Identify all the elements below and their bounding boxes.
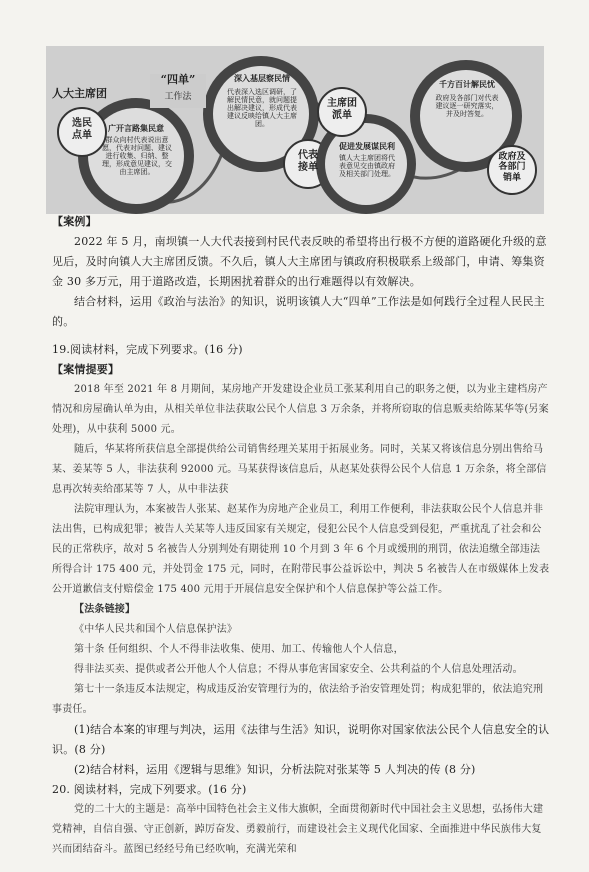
box1-text: 群众向村代表说出意愿，代表对问题、建议进行收集、归纳、整理，形成意见建议，交由主席团。 (102, 136, 172, 177)
case-section (52, 212, 550, 332)
diagram-center-title: “四单” (160, 73, 196, 86)
q19-sub2: (2)结合材料，运用《逻辑与思维》知识，分析法院对张某等 5 人判决的传 (8 分) (74, 763, 476, 776)
question-19 (52, 340, 550, 860)
q19-case-label: 【案情提要】 (52, 363, 120, 376)
q19-paragraph-2: 随后，华某将所获信息全部提供给公司销售经理关某用于拓展业务。同时，关某又将该信息分别出售给马某、姜某等 5 人，非法获利 92000 元。马某获得该信息后，从赵某处获得公民个人信息 1 万余条，将全部信息再次转卖给邵某等 7 人，从中非法获 (52, 444, 547, 495)
four-orders-diagram (46, 46, 544, 214)
box4-title: 千方百计解民忧 (439, 79, 495, 89)
diagram-center-subtitle: 工作法 (164, 92, 192, 102)
box1-title: 广开言路集民意 (108, 123, 164, 133)
law-article-10-cont: 得非法买卖、提供或者公开他人个人信息；不得从事危害国家安全、公共利益的个人信息处理活动。 (74, 664, 523, 675)
q20-paragraph-1: 党的二十大的主题是：高举中国特色社会主义伟大旗帜，全面贯彻新时代中国社会主义思想，弘扬伟大建党精神，自信自强、守正创新，踔厉奋发、勇毅前行，而建设社会主义现代化国家、全面推进中华民族伟大复兴而团结奋斗。蓝图已经经号角已经吹响，充满光荣和 (52, 804, 544, 855)
box2-text: 代表深入选区调研，了解民情民意，就问题提出解决建议，形成代表建议反映给镇人大主席团。 (227, 88, 297, 129)
box2-title: 深入基层察民情 (234, 73, 290, 83)
q19-sub1: (1)结合本案的审理与判决，运用《法律与生活》知识，说明你对国家依法公民个人信息安全的认识。(8 分) (52, 723, 550, 756)
case-question: 结合材料，运用《政治与法治》的知识，说明该镇人大“四单”工作法是如何践行全过程人民民主的。 (52, 295, 545, 328)
law-article-10: 第十条 任何组织、个人不得非法收集、使用、加工、传输他人个人信息， (74, 644, 404, 655)
node-government-close: 政府及 各部门 销单 (498, 152, 526, 183)
law-label: 【法条链接】 (74, 604, 136, 615)
node-deputy-accept: 代表 接单 (298, 150, 318, 173)
q20-title: 20. 阅读材料，完成下列要求。(16 分) (52, 783, 247, 796)
box4-text: 政府及各部门对代表建议逐一研究落实，并及时答复。 (435, 94, 499, 119)
case-paragraph: 2022 年 5 月，南坝镇一人大代表接到村民代表反映的希望将出行极不方便的道路硬化升级的意见后，及时向镇人大主席团反馈。不久后，镇人大主席团与镇政府积极联系上级部门，申请、筹集资金 30 多万元，用于道路改造，长期困扰着群众的出行难题得以有效解决。 (52, 235, 547, 288)
q19-paragraph-3: 法院审理认为，本案被告人张某、赵某作为房地产企业员工，利用工作便利，非法获取公民个人信息并非法出售，已构成犯罪；被告人关某等人违反国家有关规定，侵犯公民个人信息受到侵犯，严重扰乱了社会和公民的正常秩序，故对 5 名被告人分别判处有期徒刑 10 个月到 3 年 6 个月或缓刑的刑罚，依法追缴全部违法所得合计 175 400 元，并处罚金 175 元，同时，在附带民事公益诉讼中，判决 5 名被告人在市级媒体上发表公开道歉信支付赔偿金 175 400 元用于开展信息安全保护和个人信息保护等公益工作。 (52, 504, 550, 595)
diagram-title: 人大主席团 (52, 87, 107, 100)
law-title: 《中华人民共和国个人信息保护法》 (74, 624, 238, 635)
box3-title: 促进发展谋民利 (339, 141, 395, 151)
node-presidium-dispatch: 主席团 派单 (327, 98, 357, 121)
q19-paragraph-1: 2018 年至 2021 年 8 月期间，某房地产开发建设企业员工张某利用自己的职务之便，以为业主建档房产情况和房屋确认单为由，从相关单位非法获取公民个人信息 3 万余条，并将所窃取的信息贩卖给陈某华等(另案处理)，从中获利 5000 元。 (52, 384, 549, 435)
law-article-71: 第七十一条违反本法规定，构成违反治安管理行为的，依法给予治安管理处罚；构成犯罪的，依法追究刑事责任。 (52, 684, 544, 715)
node-voter-order: 选民 点单 (72, 118, 92, 141)
case-label: 【案例】 (52, 215, 97, 228)
q19-title: 19.阅读材料，完成下列要求。(16 分) (52, 343, 243, 356)
box3-text: 镇人大主席团将代表意见交由镇政府及相关部门处理。 (339, 154, 395, 179)
